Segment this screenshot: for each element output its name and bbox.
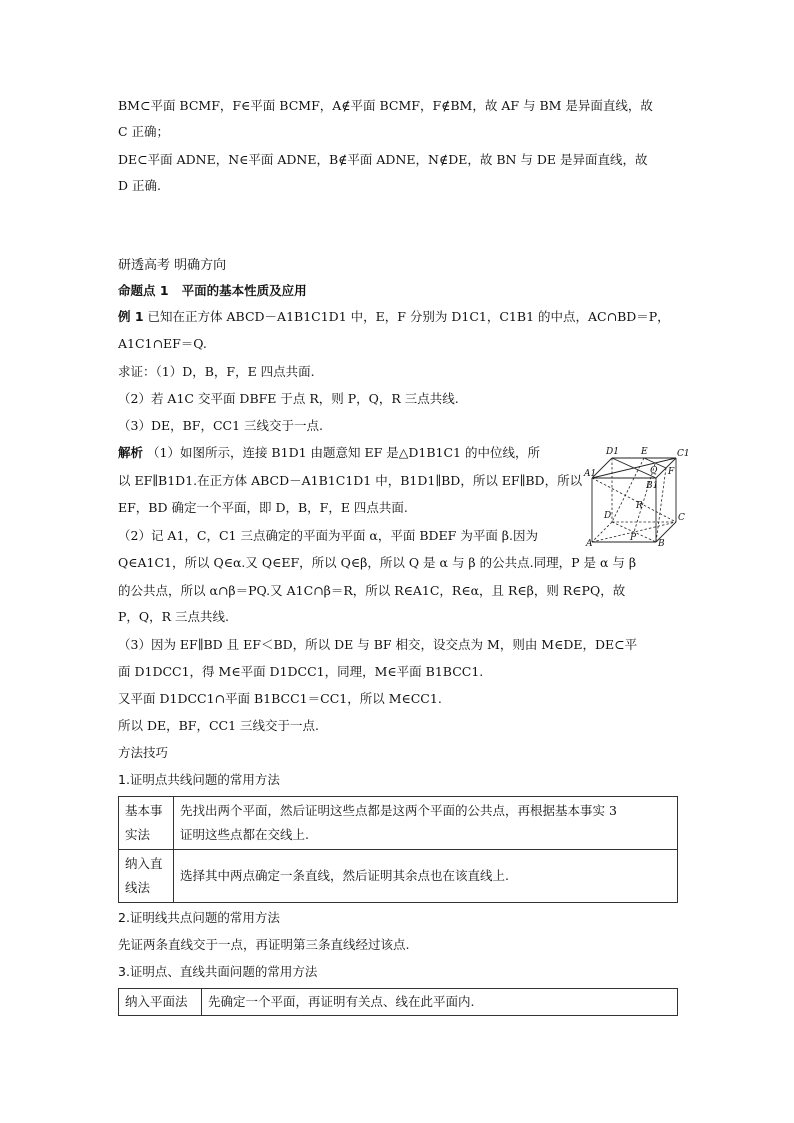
prove-line: 求证：（1）D，B，F，E 四点共面. — [118, 364, 315, 379]
solution-line: P，Q，R 三点共线. — [118, 609, 230, 624]
method-name: 基本事实法 — [119, 797, 174, 850]
solution-label: 解析 — [118, 445, 144, 460]
method-table-3 — [118, 988, 678, 1016]
solution-line: 以 EF∥B1D1.在正方体 ABCD－A1B1C1D1 中，B1D1∥BD，所以 EF∥BD，所以 — [118, 473, 583, 488]
solution-line: （2）记 A1，C，C1 三点确定的平面为平面 α，平面 BDEF 为平面 β.因为 — [118, 528, 539, 543]
method-desc: 选择其中两点确定一条直线，然后证明其余点也在该直线上. — [174, 850, 678, 903]
question-3: （3）DE，BF，CC1 三线交于一点. — [118, 418, 323, 433]
example-label: 例 1 — [118, 309, 144, 324]
solution-line: 的公共点，所以 α∩β＝PQ.又 A1C∩β＝R，所以 R∈A1C，R∈α，且 R∈β，则 R∈PQ，故 — [118, 583, 626, 598]
solution-line: 面 D1DCC1，得 M∈平面 D1DCC1，同理，M∈平面 B1BCC1. — [118, 664, 484, 679]
topic-label: 命题点 1 — [118, 283, 169, 298]
cube-figure — [584, 446, 690, 549]
topic-heading — [118, 283, 307, 299]
method-name: 纳入直线法 — [119, 850, 174, 903]
method-heading-1: 1.证明点共线问题的常用方法 — [118, 772, 280, 787]
table-row — [119, 797, 678, 850]
method-text-2: 先证两条直线交于一点，再证明第三条直线经过该点. — [118, 937, 410, 952]
figure-label: C — [678, 513, 685, 523]
figure-label: A1 — [584, 469, 597, 479]
solution-line: 又平面 D1DCC1∩平面 B1BCC1＝CC1，所以 M∈CC1. — [118, 691, 442, 706]
methods-title: 方法技巧 — [118, 745, 169, 760]
method-desc: 先确定一个平面，再证明有关点、线在此平面内. — [202, 989, 678, 1016]
method-name: 纳入平面法 — [119, 989, 202, 1016]
method-table-1 — [118, 796, 678, 903]
figure-label: A — [586, 539, 593, 549]
figure-label: D1 — [606, 447, 619, 457]
section-title: 研透高考 明确方向 — [118, 258, 227, 273]
text-line: C 正确； — [118, 124, 170, 139]
example-stem-text: 已知在正方体 ABCD－A1B1C1D1 中，E，F 分别为 D1C1，C1B1 的中点，AC∩BD＝P， — [147, 309, 670, 324]
solution-text: （1）如图所示，连接 B1D1 由题意知 EF 是△D1B1C1 的中位线，所 — [147, 445, 540, 460]
table-row — [119, 989, 678, 1016]
figure-label: P — [630, 533, 637, 543]
text-line: BM⊂平面 BCMF，F∈平面 BCMF，A∉平面 BCMF，F∉BM，故 AF 与 BM 是异面直线，故 — [118, 98, 653, 113]
figure-label: Q — [650, 466, 658, 476]
figure-label: R — [636, 501, 643, 511]
solution-line: Q∈A1C1，所以 Q∈α.又 Q∈EF，所以 Q∈β，所以 Q 是 α 与 β 的公共点.同理，P 是 α 与 β — [118, 555, 637, 570]
figure-label: E — [641, 447, 648, 457]
table-row — [119, 850, 678, 903]
text-line: D 正确. — [118, 178, 161, 193]
method-heading-2: 2.证明线共点问题的常用方法 — [118, 910, 280, 925]
example-stem-line2: A1C1∩EF＝Q. — [118, 336, 207, 351]
solution-line: 所以 DE，BF，CC1 三线交于一点. — [118, 718, 320, 733]
solution-line: EF，BD 确定一个平面，即 D，B，F，E 四点共面. — [118, 500, 408, 515]
topic-title: 平面的基本性质及应用 — [181, 283, 307, 298]
method-heading-3: 3.证明点、直线共面问题的常用方法 — [118, 964, 318, 979]
figure-label: B1 — [646, 481, 659, 491]
figure-label: D — [604, 511, 612, 521]
text-line: DE⊂平面 ADNE，N∈平面 ADNE，B∉平面 ADNE，N∉DE，故 BN 与 DE 是异面直线，故 — [118, 152, 648, 167]
method-desc: 先找出两个平面，然后证明这些点都是这两个平面的公共点，再根据基本事实 3 证明这些点都在交线上. — [174, 797, 678, 850]
figure-label: C1 — [677, 449, 690, 459]
example-stem — [118, 309, 670, 325]
solution-line — [118, 445, 540, 461]
figure-label: B — [658, 539, 665, 549]
figure-label: F — [668, 467, 675, 477]
question-2: （2）若 A1C 交平面 DBFE 于点 R，则 P，Q，R 三点共线. — [118, 391, 459, 406]
solution-line: （3）因为 EF∥BD 且 EF＜BD，所以 DE 与 BF 相交，设交点为 M，则由 M∈DE，DE⊂平 — [118, 637, 638, 652]
